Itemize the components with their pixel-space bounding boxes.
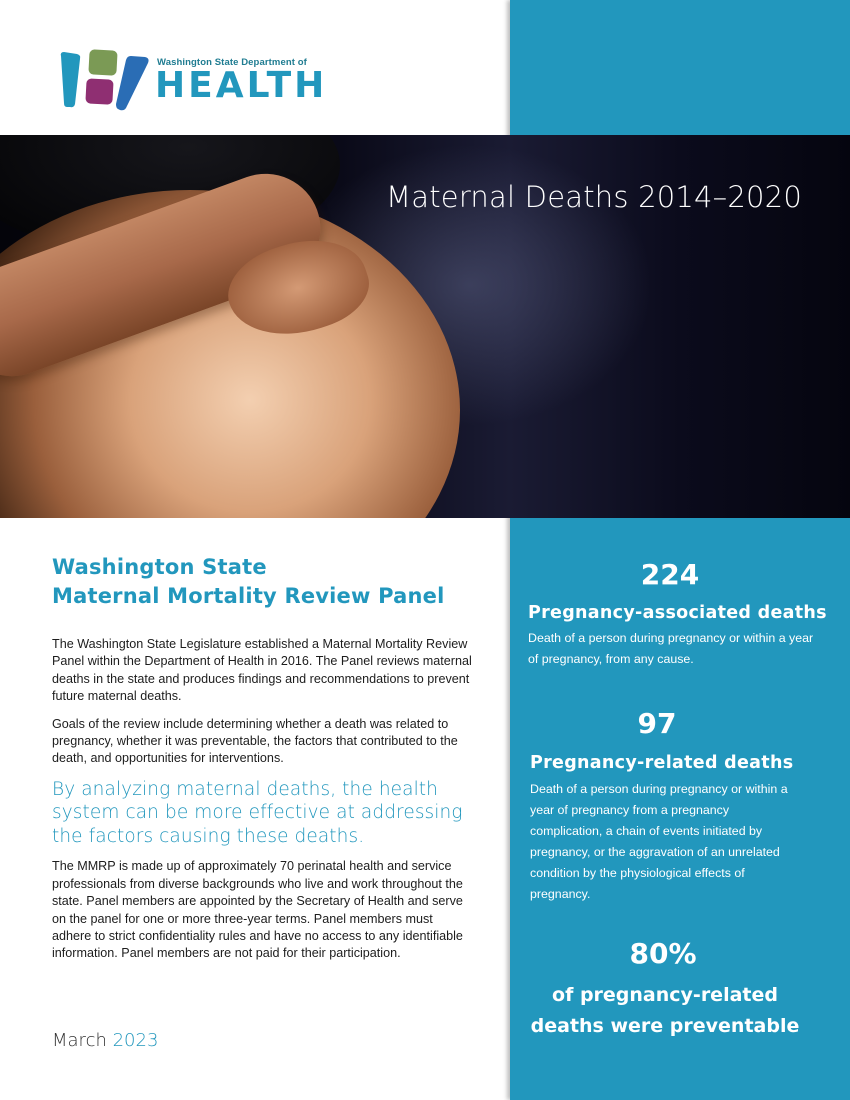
stat-desc-associated: Death of a person during pregnancy or within a year of pregnancy, from any cause. (528, 631, 814, 666)
logo-org-line: Washington State Department of (157, 57, 307, 68)
doh-logo-mark-icon (58, 48, 154, 112)
membership-paragraph: The MMRP is made up of approximately 70 perinatal health and service professionals from diverse backgrounds who live and work throughout the state. Panel members are appointed by the Secretary of Health and serve on the panel for one or more three-year terms. Panel members must adhere to strict confidentiality rules and have no access to any identifiable information. Panel members are not paid for their participation. (52, 859, 463, 961)
goals-paragraph: Goals of the review include determining whether a death was related to pregnancy, whether it was preventable, the factors that contributed to the death, and opportunities for interventions. (52, 716, 458, 766)
stat-number-associated: 224 (640, 558, 700, 591)
intro-paragraph: The Washington State Legislature established a Maternal Mortality Review Panel within the Department of Health in 2016. The Panel reviews maternal deaths in the state and produces findings and recommendations to prevent future maternal deaths. (52, 637, 472, 704)
stat-number-preventable: 80% (629, 937, 697, 970)
logo-wordmark: HEALTH (155, 65, 328, 106)
page-title: Maternal Deaths 2014–2020 (386, 180, 802, 214)
heading-line-2: Maternal Mortality Review Panel (52, 584, 445, 608)
main-content (52, 553, 472, 963)
date-year: 2023 (112, 1030, 159, 1051)
stat-desc-preventable (510, 980, 820, 1042)
stat-preventable-line-2: deaths were preventable (530, 1015, 800, 1037)
date-month: March (52, 1030, 107, 1051)
doh-logo (58, 48, 328, 112)
stat-label-associated: Pregnancy-associated deaths (528, 603, 827, 623)
stat-preventable-line-1: of pregnancy-related (552, 984, 778, 1006)
heading-line-1: Washington State (52, 555, 267, 579)
stat-label-related: Pregnancy-related deaths (530, 753, 794, 773)
publication-date (52, 1030, 158, 1051)
stat-number-related: 97 (637, 707, 677, 740)
section-heading (52, 553, 472, 611)
pull-quote: By analyzing maternal deaths, the health system can be more effective at addressing the factors causing these deaths. (52, 778, 463, 847)
hero-photo (0, 135, 850, 518)
stat-desc-related: Death of a person during pregnancy or within a year of pregnancy from a pregnancy complication, a chain of events initiated by pregnancy, or the aggravation of an unrelated condition by the physiological effects of pregnancy. (530, 782, 788, 901)
